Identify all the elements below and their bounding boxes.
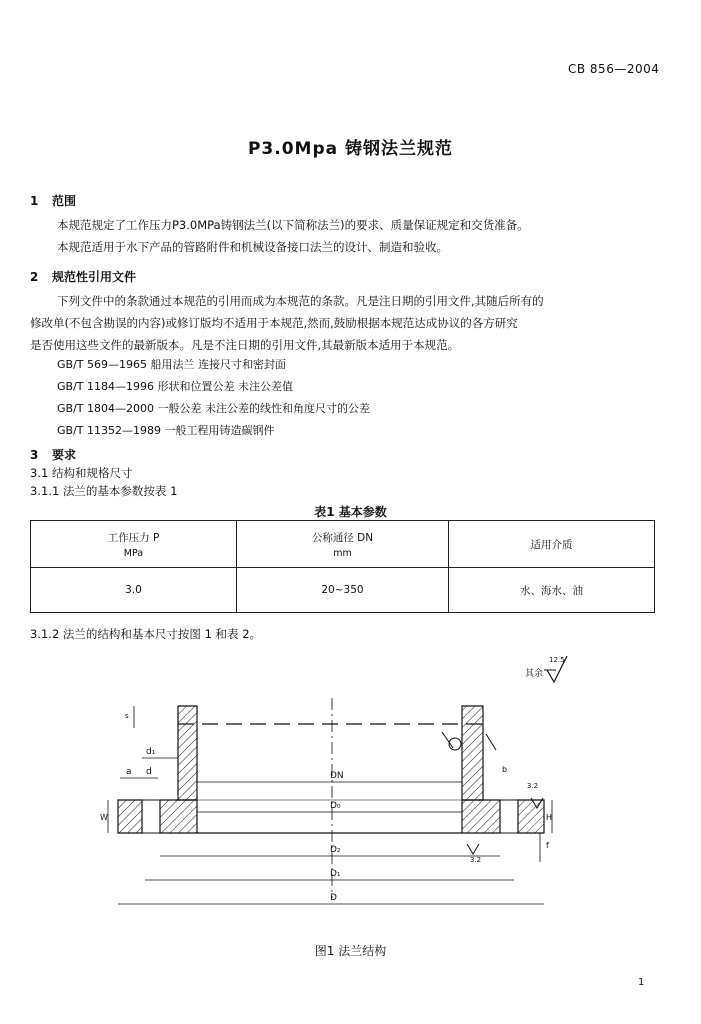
dim-dn: DN [330, 771, 344, 781]
section-1-para-2: 本规范适用于水下产品的管路附件和机械设备接口法兰的设计、制造和验收。 [57, 240, 448, 254]
table-cell: 3.0 [31, 568, 237, 613]
right-flange-section [462, 800, 500, 833]
section-1-heading [30, 192, 76, 209]
dim-d0: D₀ [330, 801, 341, 811]
table-1 [30, 520, 655, 613]
reference-item: GB/T 569—1965 船用法兰 连接尺寸和密封面 [57, 358, 286, 371]
section-2-intro-line-3: 是否使用这些文件的最新版本。凡是不注日期的引用文件,其最新版本适用于本规范。 [30, 338, 460, 352]
subsection-3-1-1: 3.1.1 法兰的基本参数按表 1 [30, 484, 178, 498]
dim-d: D [330, 893, 337, 903]
dim-b: b [502, 765, 508, 774]
section-2-heading [30, 268, 136, 285]
table-header-cell [449, 521, 655, 568]
section-title: 要求 [52, 448, 77, 462]
table-header-cell [31, 521, 237, 568]
left-hub-section [178, 706, 197, 800]
rest-roughness-label: 其余 [525, 669, 544, 679]
section-2-intro-line-2: 修改单(不包含勘误的内容)或修订版均不适用于本规范,然而,鼓励根据本规范达成协议的各方研究 [30, 316, 518, 330]
subsection-3-1: 3.1 结构和规格尺寸 [30, 466, 133, 480]
document-title: P3.0Mpa 铸钢法兰规范 [247, 139, 454, 159]
section-1-para-1: 本规范规定了工作压力P3.0MPa铸钢法兰(以下简称法兰)的要求、质量保证规定和交货准备。 [57, 218, 529, 232]
right-hub-section [462, 706, 483, 800]
header-unit: MPa [123, 547, 144, 559]
flange-structure-drawing [100, 648, 565, 918]
rest-roughness-value: 12.5 [549, 656, 565, 664]
left-flange-outer-section [118, 800, 142, 833]
table-1-caption: 表1 基本参数 [314, 505, 387, 519]
roughness-symbol-icon [467, 844, 479, 854]
dim-s: s [125, 712, 129, 720]
dim-d1: D₁ [330, 869, 341, 879]
figure-1-caption: 图1 法兰结构 [314, 944, 387, 958]
section-number: 2 [30, 270, 39, 284]
roughness-value: 3.2 [470, 856, 482, 864]
dim-d2: D₂ [330, 845, 341, 855]
header-unit: mm [333, 547, 352, 559]
table-cell: 水、海水、油 [449, 568, 655, 613]
leader-line [486, 734, 496, 750]
section-title: 范围 [52, 194, 77, 208]
section-title: 规范性引用文件 [52, 270, 137, 284]
header-label: 公称通径 DN [311, 531, 374, 544]
section-number: 3 [30, 448, 39, 462]
table-cell: 20~350 [236, 568, 448, 613]
dim-h: H [546, 813, 553, 822]
table-header-row [31, 521, 655, 568]
right-flange-outer-section [518, 800, 544, 833]
section-3-heading [30, 446, 76, 463]
dim-f: f [546, 841, 549, 850]
reference-item: GB/T 11352—1989 一般工程用铸造碳钢件 [57, 424, 275, 437]
reference-item: GB/T 1804—2000 一般公差 未注公差的线性和角度尺寸的公差 [57, 402, 370, 415]
roughness-value: 3.2 [527, 782, 539, 790]
dim-d-hole: d [146, 767, 152, 777]
standard-code: CB 856—2004 [568, 62, 660, 76]
dim-w: W [100, 813, 108, 822]
dim-d-1: d₁ [146, 747, 156, 757]
dim-a: a [126, 767, 132, 777]
header-label: 适用介质 [530, 538, 573, 551]
header-label: 工作压力 P [107, 531, 160, 544]
table-header-cell [236, 521, 448, 568]
leader-line [442, 732, 453, 748]
reference-item: GB/T 1184—1996 形状和位置公差 未注公差值 [57, 380, 293, 393]
page-number: 1 [638, 977, 645, 988]
section-2-intro-line-1: 下列文件中的条款通过本规范的引用而成为本规范的条款。凡是注日期的引用文件,其随后所有的 [57, 294, 544, 308]
table-row [31, 568, 655, 613]
section-number: 1 [30, 194, 39, 208]
left-flange-section [160, 800, 197, 833]
subsection-3-1-2: 3.1.2 法兰的结构和基本尺寸按图 1 和表 2。 [30, 627, 262, 641]
